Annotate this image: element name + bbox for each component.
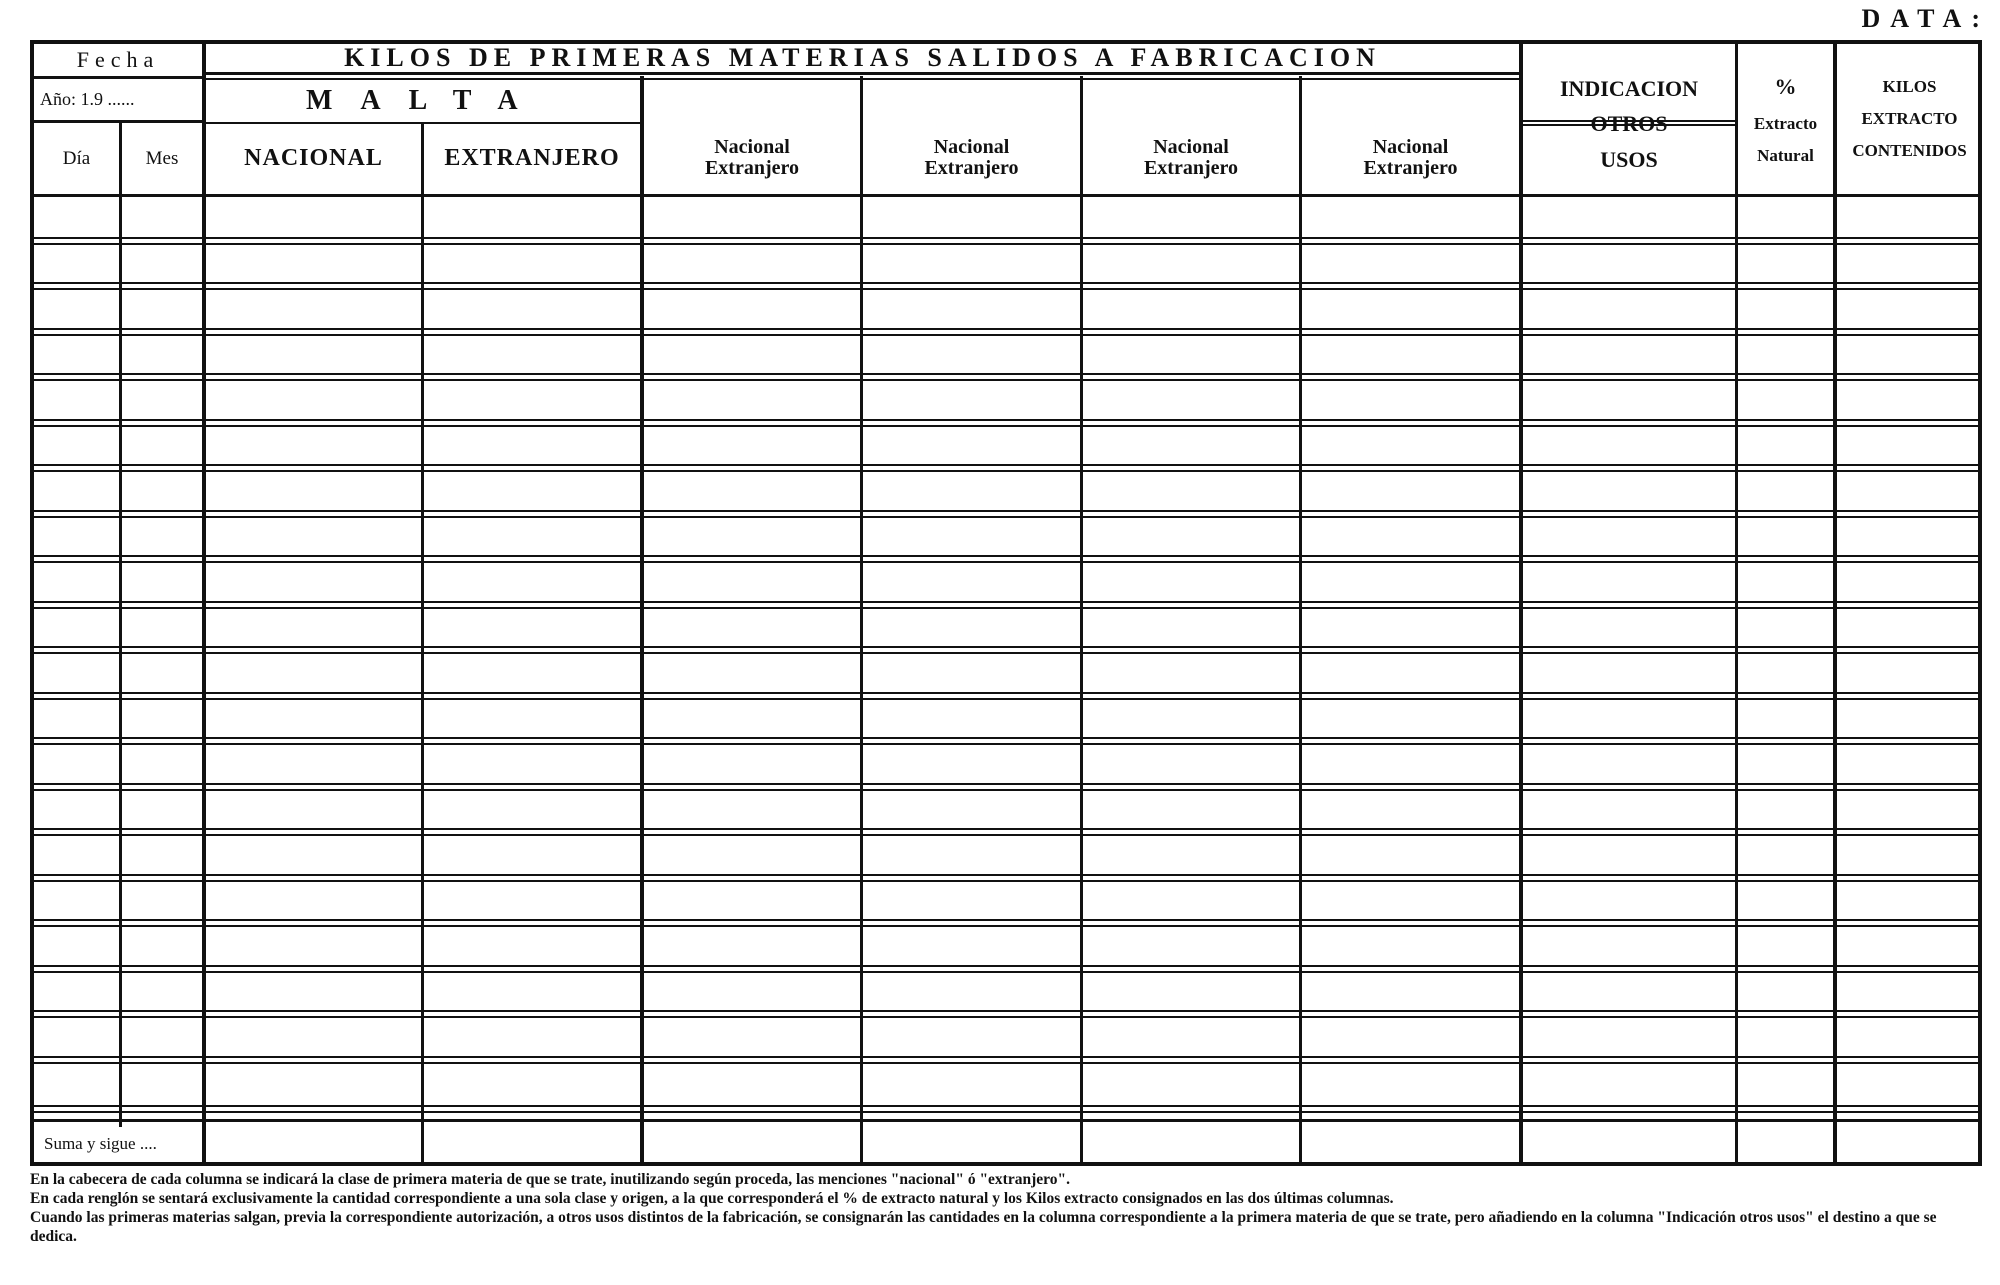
material-column-header [1302, 122, 1519, 194]
row-rule [34, 334, 1982, 336]
nacional-label: Nacional [933, 136, 1010, 158]
row-rule [34, 243, 1982, 245]
extranjero-label: Extranjero [1143, 157, 1239, 179]
extracto-label: Extracto [1753, 113, 1818, 133]
nacional-label: Nacional [1372, 136, 1449, 158]
fecha-label: Fecha [76, 47, 160, 73]
row-rule [34, 965, 1982, 967]
indicacion-label: INDICACION [1559, 76, 1699, 102]
header-rule [202, 72, 1519, 75]
material-column-header [863, 122, 1080, 194]
column-divider [1833, 44, 1837, 1162]
row-rule [34, 510, 1982, 512]
pct-extracto-header [1738, 44, 1833, 194]
row-rule [34, 607, 1982, 609]
row-rule [34, 328, 1982, 330]
column-divider [119, 122, 122, 1127]
row-rule [34, 874, 1982, 876]
kilos-extracto-header [1837, 44, 1982, 194]
material-column-header [644, 122, 860, 194]
row-rule [34, 1010, 1982, 1012]
row-rule [34, 561, 1982, 563]
mes-label: Mes [145, 148, 179, 170]
row-rule [34, 828, 1982, 830]
row-rule [34, 373, 1982, 375]
row-rule [34, 692, 1982, 694]
indicacion-otros-usos-header [1523, 44, 1735, 194]
data-label: DATA: [1861, 4, 1990, 33]
footnote: En cada renglón se sentará exclusivamente la cantidad correspondiente a una sola clase y origen, a la que corresponderá el % de extracto natural y los Kilos extracto consignados en las dos últimas columnas. [30, 1190, 1394, 1207]
row-rule [34, 789, 1982, 791]
footnote: Cuando las primeras materias salgan, previa la correspondiente autorización, a otros usos distintos de la fabricación, se consignarán las cantidades en la columna correspondiente a la primera materia de que se trate, pero añadiendo en la columna "Indicación otros usos" el destino a que se dedica. [30, 1209, 1937, 1245]
row-rule [34, 555, 1982, 557]
row-rule [34, 880, 1982, 882]
row-rule [34, 919, 1982, 921]
row-rule [34, 1111, 1982, 1113]
row-rule [34, 743, 1982, 745]
row-rule [34, 925, 1982, 927]
row-rule [34, 1105, 1982, 1107]
row-rule [34, 379, 1982, 381]
row-rule [34, 834, 1982, 836]
extracto-caps-label: EXTRACTO [1861, 108, 1958, 128]
dia-label: Día [62, 148, 91, 170]
row-rule [34, 237, 1982, 239]
usos-label: USOS [1600, 146, 1658, 172]
row-rule [34, 698, 1982, 700]
row-rule [34, 737, 1982, 739]
register-form-table [30, 40, 1982, 1166]
row-rule [34, 783, 1982, 785]
extranjero-label: Extranjero [704, 157, 800, 179]
row-rule [34, 470, 1982, 472]
material-column-header [1083, 122, 1299, 194]
contenidos-label: CONTENIDOS [1852, 141, 1967, 161]
footnotes [30, 1170, 1985, 1246]
nacional-label: Nacional [1153, 136, 1229, 158]
row-rule [34, 646, 1982, 648]
row-rule [34, 1062, 1982, 1064]
row-rule [34, 1056, 1982, 1058]
natural-label: Natural [1757, 145, 1814, 165]
row-rule [34, 288, 1982, 290]
column-divider [1519, 44, 1523, 1162]
row-rule [34, 419, 1982, 421]
footnote: En la cabecera de cada columna se indicará la clase de primera materia de que se trate, inutilizando según proceda, las menciones "nacional" ó "extranjero". [30, 1171, 1070, 1188]
extranjero-label: Extranjero [924, 157, 1019, 179]
row-rule [34, 464, 1982, 466]
row-rule [34, 601, 1982, 603]
row-rule [34, 516, 1982, 518]
column-divider [1735, 44, 1738, 1162]
header-bottom-rule [34, 194, 1982, 197]
main-title: KILOS DE PRIMERAS MATERIAS SALIDOS A FABRICACION [344, 43, 1381, 73]
extranjero-label: Extranjero [1363, 157, 1458, 179]
nacional-header: NACIONAL [244, 145, 383, 172]
suma-y-sigue-label: Suma y sigue .... [44, 1134, 157, 1154]
column-divider [421, 122, 424, 1162]
malta-label: MALTA [306, 85, 546, 117]
row-rule [34, 1119, 1982, 1122]
row-rule [34, 652, 1982, 654]
percent-symbol: % [1774, 73, 1797, 99]
extranjero-header: EXTRANJERO [444, 145, 620, 172]
kilos-label: KILOS [1882, 76, 1937, 96]
nacional-label: Nacional [714, 136, 790, 158]
column-divider [202, 44, 206, 1162]
row-rule [34, 425, 1982, 427]
row-rule [34, 971, 1982, 973]
anio-label: Año: 1.9 ...... [40, 89, 135, 110]
row-rule [34, 282, 1982, 284]
row-rule [34, 1016, 1982, 1018]
header-rule [34, 120, 202, 123]
otros-label: OTROS [1590, 111, 1668, 137]
